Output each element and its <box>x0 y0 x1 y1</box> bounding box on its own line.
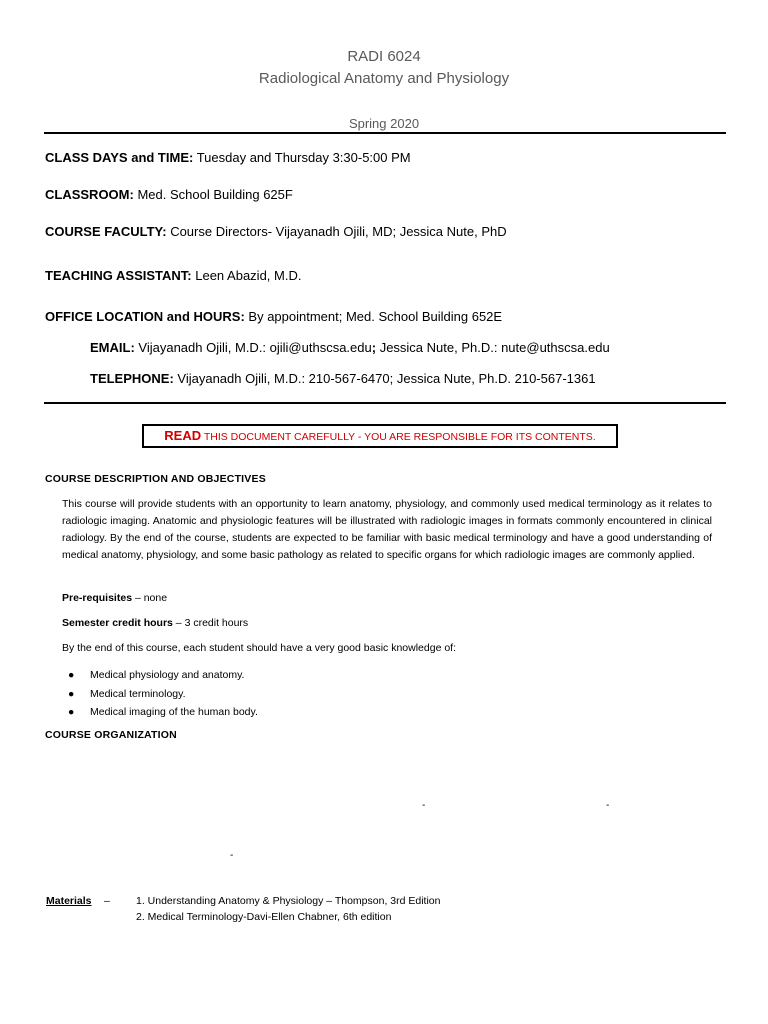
top-divider <box>44 132 726 134</box>
warning-box <box>142 424 618 448</box>
warning-lead: READ <box>164 428 202 443</box>
material-item: 1. Understanding Anatomy & Physiology – Thompson, 3rd Edition <box>136 895 441 907</box>
organization-dash: - <box>422 800 426 811</box>
office-value: By appointment; Med. School Building 652E <box>244 309 503 324</box>
ta-value: Leen Abazid, M.D. <box>191 268 302 283</box>
bottom-divider <box>44 402 726 404</box>
course-code: RADI 6024 <box>347 48 421 65</box>
classroom-label: CLASSROOM: <box>45 187 134 202</box>
ta-line <box>45 268 301 283</box>
ta-label: TEACHING ASSISTANT: <box>45 268 192 283</box>
telephone-line <box>90 371 596 386</box>
prerequisites-value: – none <box>132 592 168 604</box>
list-item: ● Medical imaging of the human body. <box>62 703 258 722</box>
warning-text: THIS DOCUMENT CAREFULLY - YOU ARE RESPONSIBLE FOR ITS CONTENTS. <box>201 431 596 443</box>
materials-label: Materials <box>46 895 92 907</box>
telephone-label: TELEPHONE: <box>90 371 174 386</box>
organization-dash: - <box>606 800 610 811</box>
credit-hours-value: – 3 credit hours <box>172 617 249 629</box>
email-line <box>90 340 610 355</box>
list-item: ● Medical physiology and anatomy. <box>62 666 258 685</box>
bullet-icon: ● <box>68 669 75 681</box>
course-name: Radiological Anatomy and Physiology <box>258 70 510 87</box>
class-days-line <box>45 150 411 165</box>
organization-heading: COURSE ORGANIZATION <box>45 729 177 741</box>
faculty-label: COURSE FACULTY: <box>45 224 167 239</box>
description-heading: COURSE DESCRIPTION AND OBJECTIVES <box>45 473 266 485</box>
knowledge-bullet-list <box>62 666 258 722</box>
prerequisites-line <box>62 592 167 604</box>
description-paragraph: This course will provide students with an opportunity to learn anatomy, physiology, and commonly used medical terminology as it relates to radiologic imaging. Anatomic and physiologic features will be illustrated with radiologic images in formats commonly encountered in clinical radiology. By the end of the course, students are expected to be familiar with basic medical terminology and have a good understanding of medical anatomy, physiology, and some basic pathology as related to specific organs for which radiologic images are commonly applied. <box>62 498 712 561</box>
faculty-value: Course Directors- Vijayanadh Ojili, MD; Jessica Nute, PhD <box>166 224 507 239</box>
faculty-line <box>45 224 507 239</box>
credit-hours-line <box>62 617 248 629</box>
list-item: ● Medical terminology. <box>62 685 258 704</box>
credit-hours-label: Semester credit hours <box>62 617 173 629</box>
email-label: EMAIL: <box>90 340 135 355</box>
organization-dash: - <box>230 850 234 861</box>
class-days-value: Tuesday and Thursday 3:30-5:00 PM <box>193 150 411 165</box>
materials-dash: – <box>104 895 110 907</box>
semester: Spring 2020 <box>348 116 420 131</box>
email-value-ojili: Vijayanadh Ojili, M.D.: ojili@uthscsa.edu <box>134 340 372 355</box>
knowledge-intro: By the end of this course, each student should have a very good basic knowledge of: <box>62 642 457 654</box>
class-days-label: CLASS DAYS and TIME: <box>45 150 194 165</box>
prerequisites-label: Pre-requisites <box>62 592 133 604</box>
office-label: OFFICE LOCATION and HOURS: <box>45 309 245 324</box>
email-separator: ; <box>371 340 377 355</box>
telephone-value: Vijayanadh Ojili, M.D.: 210-567-6470; Jessica Nute, Ph.D. 210-567-1361 <box>173 371 596 386</box>
bullet-icon: ● <box>68 687 75 700</box>
email-value-nute: Jessica Nute, Ph.D.: nute@uthscsa.edu <box>376 340 610 355</box>
classroom-value: Med. School Building 625F <box>133 187 293 202</box>
bullet-icon: ● <box>68 706 75 718</box>
material-item: 2. Medical Terminology-Davi-Ellen Chabner, 6th edition <box>136 911 392 923</box>
office-line <box>45 309 502 324</box>
classroom-line <box>45 187 293 202</box>
